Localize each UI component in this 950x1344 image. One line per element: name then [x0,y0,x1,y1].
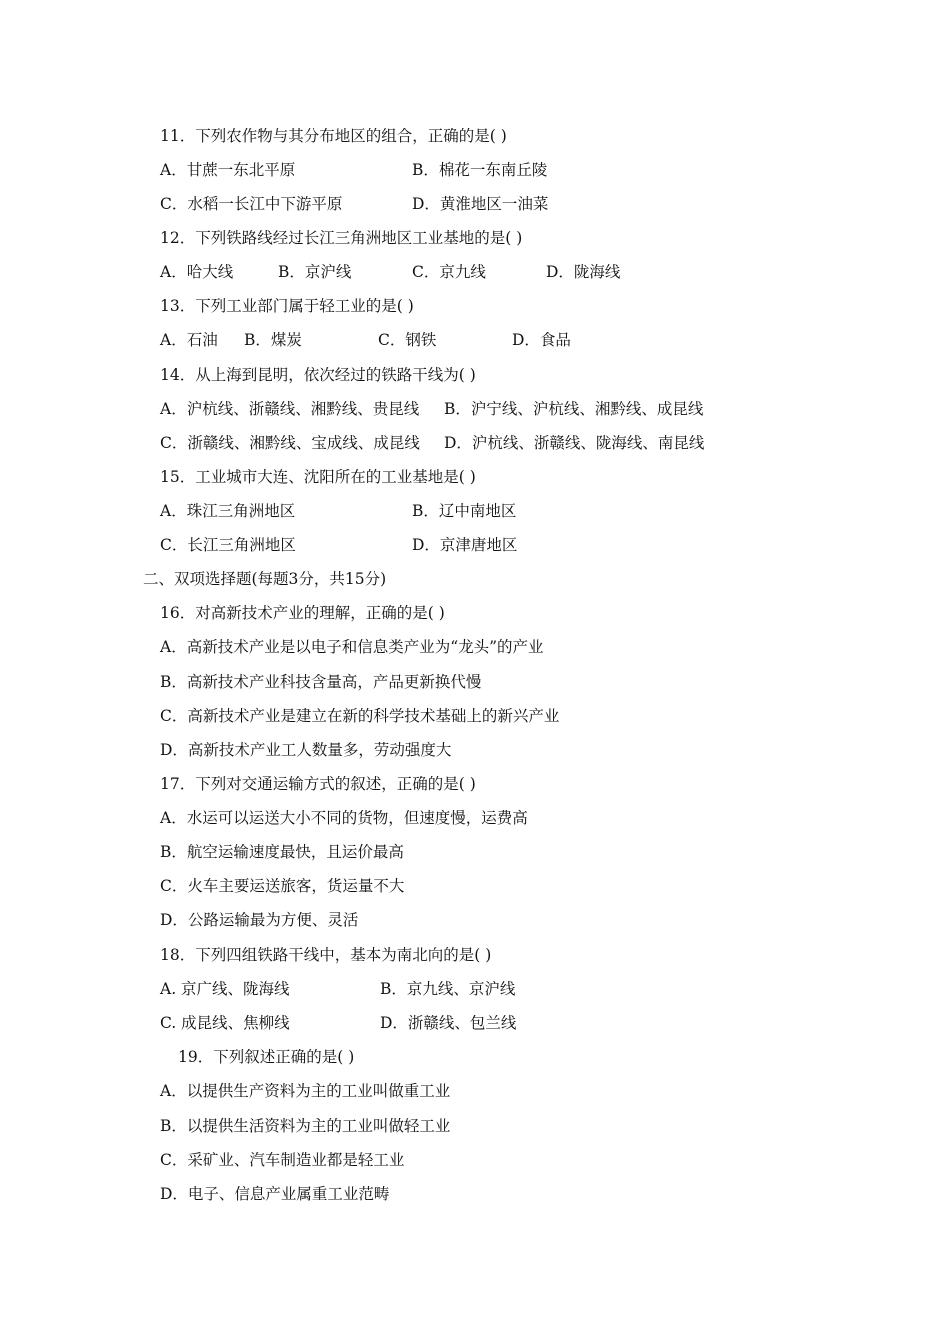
question-19-option-d: D．电子、信息产业属重工业范畴 [160,1185,390,1203]
question-16-stem: 16．对高新技术产业的理解，正确的是( ) [160,604,445,622]
question-18-option-d: D．浙赣线、包兰线 [380,1014,517,1032]
question-13-option-a: A．石油 [160,331,218,349]
question-14-option-b: B．沪宁线、沪杭线、湘黔线、成昆线 [444,400,704,418]
question-12-option-d: D．陇海线 [546,263,621,281]
question-16-option-c: C．高新技术产业是建立在新的科学技术基础上的新兴产业 [160,707,560,725]
question-18-stem: 18．下列四组铁路干线中，基本为南北向的是( ) [160,946,492,964]
question-15-option-b: B．辽中南地区 [412,502,517,520]
question-14-option-c: C．浙赣线、湘黔线、宝成线、成昆线 [160,434,420,452]
question-15-option-c: C．长江三角洲地区 [160,536,296,554]
question-17-option-c: C．火车主要运送旅客，货运量不大 [160,877,405,895]
question-19-option-b: B．以提供生活资料为主的工业叫做轻工业 [160,1117,451,1135]
question-17-option-a: A．水运可以运送大小不同的货物，但速度慢，运费高 [160,809,528,827]
question-15-option-a: A．珠江三角洲地区 [160,502,296,520]
section-2-heading: 二、双项选择题(每题3分，共15分) [143,570,387,588]
question-13-option-b: B．煤炭 [244,331,302,349]
question-18-option-a: A. 京广线、陇海线 [160,980,290,998]
question-17-option-b: B．航空运输速度最快，且运价最高 [160,843,404,861]
question-17-option-d: D．公路运输最为方便、灵活 [160,911,359,929]
question-16-option-d: D．高新技术产业工人数量多，劳动强度大 [160,741,452,759]
question-19-option-c: C．采矿业、汽车制造业都是轻工业 [160,1151,405,1169]
question-13-option-d: D．食品 [512,331,571,349]
question-13-stem: 13．下列工业部门属于轻工业的是( ) [160,297,414,315]
question-15-option-d: D．京津唐地区 [412,536,518,554]
question-18-option-b: B．京九线、京沪线 [380,980,516,998]
question-16-option-b: B．高新技术产业科技含量高，产品更新换代慢 [160,673,482,691]
question-11-option-c: C．水稻一长江中下游平原 [160,195,343,213]
question-12-option-b: B．京沪线 [278,263,352,281]
question-19-option-a: A．以提供生产资料为主的工业叫做重工业 [160,1082,451,1100]
question-16-option-a: A．高新技术产业是以电子和信息类产业为“龙头”的产业 [160,638,544,656]
question-18-option-c: C. 成昆线、焦柳线 [160,1014,290,1032]
question-11-option-b: B．棉花一东南丘陵 [412,161,548,179]
question-15-stem: 15．工业城市大连、沈阳所在的工业基地是( ) [160,468,476,486]
question-11-stem: 11．下列农作物与其分布地区的组合，正确的是( ) [160,127,507,145]
question-14-stem: 14．从上海到昆明，依次经过的铁路干线为( ) [160,366,476,384]
question-11-option-d: D．黄淮地区一油菜 [412,195,549,213]
question-14-option-a: A．沪杭线、浙赣线、湘黔线、贵昆线 [160,400,420,418]
question-12-option-c: C．京九线 [412,263,486,281]
question-17-stem: 17．下列对交通运输方式的叙述，正确的是( ) [160,775,476,793]
question-12-option-a: A．哈大线 [160,263,234,281]
question-11-option-a: A．甘蔗一东北平原 [160,161,296,179]
question-14-option-d: D．沪杭线、浙赣线、陇海线、南昆线 [444,434,705,452]
question-13-option-c: C．钢铁 [378,331,437,349]
question-12-stem: 12．下列铁路线经过长江三角洲地区工业基地的是( ) [160,229,523,247]
question-19-stem: 19．下列叙述正确的是( ) [178,1048,355,1066]
